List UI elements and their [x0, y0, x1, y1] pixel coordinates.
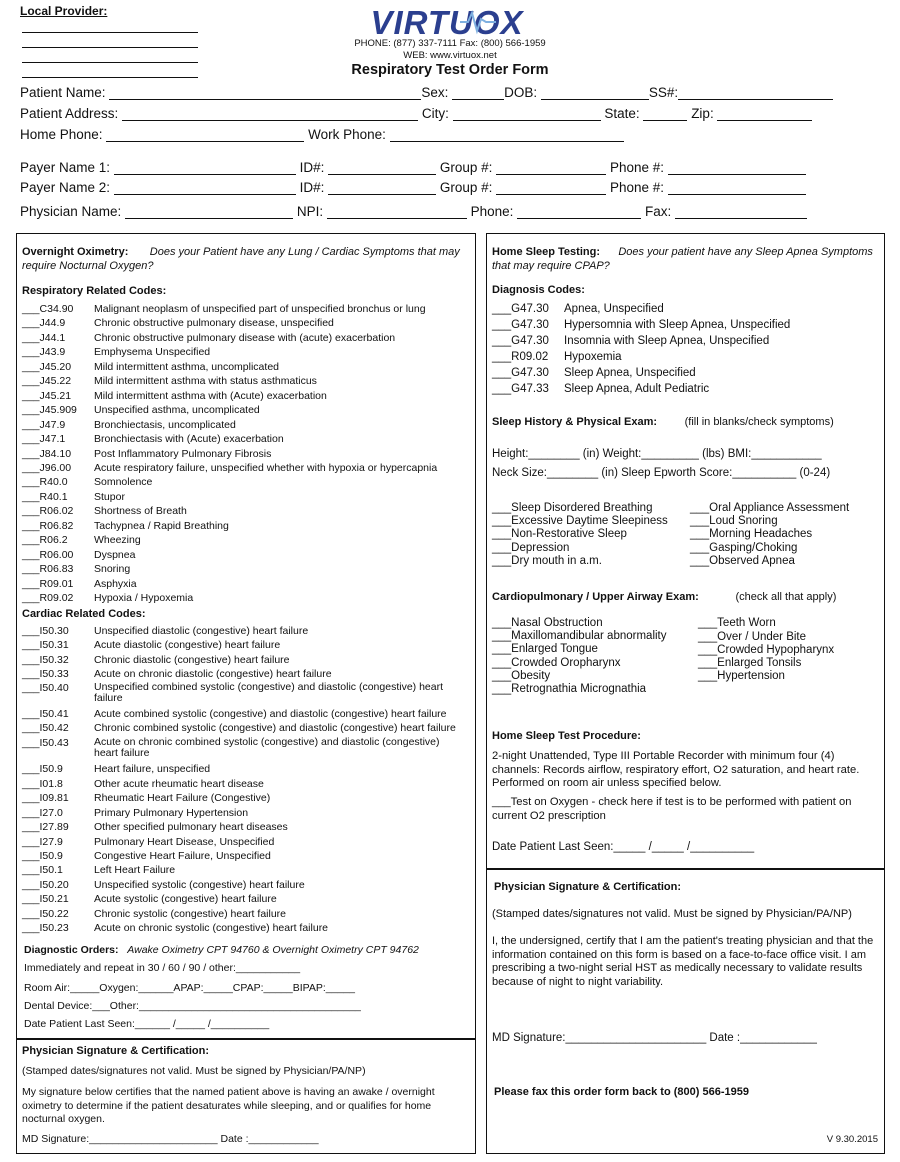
home-phone-field[interactable]: [106, 127, 304, 142]
dob-field[interactable]: [541, 85, 649, 100]
patient-address-row: [20, 106, 812, 121]
local-provider-line-2[interactable]: [22, 47, 198, 48]
code-checkbox[interactable]: ___G47.30: [492, 319, 549, 331]
patient-name-row: [20, 85, 833, 100]
code-checkbox[interactable]: ___R09.02: [492, 351, 549, 363]
exam-option[interactable]: ___Teeth Worn: [698, 617, 776, 629]
code-checkbox[interactable]: ___G47.30: [492, 303, 549, 315]
state-field[interactable]: [643, 106, 687, 121]
code-description: Other specified pulmonary heart diseases: [94, 821, 288, 833]
resp-code-item[interactable]: [22, 520, 229, 532]
symptom-option[interactable]: ___Gasping/Choking: [690, 542, 798, 554]
hst-header: [492, 246, 877, 273]
card-code-item[interactable]: [22, 778, 264, 790]
code-description: Acute systolic (congestive) heart failure: [94, 893, 277, 905]
ss-field[interactable]: [678, 85, 833, 100]
payer2-group-field[interactable]: [496, 180, 606, 195]
exam-option[interactable]: ___Enlarged Tonsils: [698, 657, 802, 669]
code-description: Mild intermittent asthma, uncomplicated: [94, 360, 279, 373]
hst-question: Does your patient have any Sleep Apnea Symptoms that may require CPAP?: [492, 246, 873, 272]
code-description: Dyspnea: [94, 548, 136, 561]
exam-option[interactable]: ___Nasal Obstruction: [492, 617, 603, 629]
code-checkbox[interactable]: ___J47.9: [22, 418, 66, 431]
code-description: Bronchiectasis with (Acute) exacerbation: [94, 433, 284, 446]
exam-option[interactable]: ___Retrognathia Micrognathia: [492, 683, 647, 695]
code-description: Other acute rheumatic heart disease: [94, 778, 264, 790]
ss-label: SS#:: [648, 85, 679, 100]
resp-code-item[interactable]: [22, 505, 187, 517]
code-description: Chronic systolic (congestive) heart failure: [94, 908, 286, 920]
code-checkbox[interactable]: ___R06.00: [22, 548, 74, 561]
resp-code-item[interactable]: [22, 317, 334, 329]
symptom-option[interactable]: ___Non-Restorative Sleep: [492, 528, 627, 540]
code-description: Chronic obstructive pulmonary disease with (acute) exacerbation: [94, 331, 396, 344]
patient-name-field[interactable]: [109, 85, 421, 100]
payer1-id-label: ID#:: [299, 160, 325, 175]
exam-option[interactable]: ___Hypertension: [698, 670, 785, 682]
resp-code-item[interactable]: [22, 448, 271, 460]
code-checkbox[interactable]: ___I27.0: [22, 807, 63, 819]
payer2-group-label: Group #:: [439, 180, 493, 195]
npi-label: NPI:: [296, 204, 324, 219]
payer2-phone-label: Phone #:: [609, 180, 664, 195]
resp-code-item[interactable]: [22, 491, 125, 503]
card-code-item[interactable]: [22, 893, 277, 905]
city-field[interactable]: [453, 106, 601, 121]
card-code-item[interactable]: [22, 763, 210, 775]
left-sig-cert-text: My signature below certifies that the named patient above is having an awake / overnight oximetry to determine if the patient desaturates while sleeping, and or qualifies for home nocturnal oxygen.: [22, 1086, 435, 1125]
phones-row: [20, 127, 624, 142]
sex-field[interactable]: [452, 85, 504, 100]
right-sig-cert-text: I, the undersigned, certify that I am the patient's treating physician and that the information contained on this form is based on a face-to-face office visit. I am prescribing a two-night serial HST as medically necessary to validate results because of night to night variability.: [492, 935, 874, 988]
code-checkbox[interactable]: ___I50.32: [22, 654, 69, 666]
symptom-option[interactable]: ___Depression: [492, 542, 570, 554]
code-checkbox[interactable]: ___I50.1: [22, 864, 63, 876]
hst-diag-code-item[interactable]: [492, 335, 769, 347]
code-description: Unspecified diastolic (congestive) heart failure: [94, 625, 309, 637]
code-description: Primary Pulmonary Hypertension: [94, 807, 249, 819]
card-code-item[interactable]: [22, 639, 280, 651]
left-sig-title: Physician Signature & Certification:: [22, 1045, 210, 1057]
sex-label: Sex:: [421, 85, 449, 100]
code-checkbox[interactable]: ___I50.23: [22, 922, 69, 934]
room-air-field[interactable]: Room Air:_____Oxygen:______APAP:_____CPAP:_____BIPAP:_____: [24, 982, 355, 994]
code-description: Unspecified systolic (congestive) heart failure: [94, 879, 305, 891]
card-code-item[interactable]: [22, 836, 274, 848]
procedure-heading: Home Sleep Test Procedure:: [492, 730, 641, 742]
code-checkbox[interactable]: ___J84.10: [22, 447, 72, 460]
code-checkbox[interactable]: ___I50.40: [22, 682, 69, 694]
payer2-field[interactable]: [114, 180, 296, 195]
right-md-signature-field[interactable]: MD Signature:______________________ Date :____________: [492, 1032, 817, 1044]
card-code-item[interactable]: [22, 625, 308, 637]
resp-code-item[interactable]: [22, 303, 426, 315]
resp-codes-heading: Respiratory Related Codes:: [22, 285, 167, 297]
code-description: Malignant neoplasm of unspecified part of unspecified bronchus or lung: [94, 303, 426, 315]
zip-field[interactable]: [717, 106, 812, 121]
dental-device-field[interactable]: Dental Device:___Other:______________________________________: [24, 1000, 361, 1012]
patient-name-label: Patient Name:: [20, 85, 106, 100]
procedure-text: 2-night Unattended, Type III Portable Recorder with minimum four (4) channels: Records airflow, respiratory effort, O2 saturation, and heart rate. Performed on room air unless specified below.: [492, 750, 860, 789]
code-checkbox[interactable]: ___I50.20: [22, 879, 69, 891]
code-checkbox[interactable]: ___G47.30: [492, 335, 549, 347]
left-sig-stamp-note: (Stamped dates/signatures not valid. Must be signed by Physician/PA/NP): [22, 1065, 366, 1077]
hst-last-seen-field[interactable]: Date Patient Last Seen:_____ /_____ /__________: [492, 841, 755, 853]
code-description: Acute on chronic systolic (congestive) heart failure: [94, 922, 329, 934]
exam-option[interactable]: ___Enlarged Tongue: [492, 643, 598, 655]
test-on-oxygen-option[interactable]: ___Test on Oxygen - check here if test is to be performed with patient on current O2 prescription: [492, 796, 852, 822]
resp-code-item[interactable]: [22, 375, 317, 387]
payer1-phone-field[interactable]: [668, 160, 806, 175]
code-checkbox[interactable]: ___I27.9: [22, 836, 63, 848]
resp-code-item[interactable]: [22, 404, 260, 416]
physician-phone-field[interactable]: [517, 204, 641, 219]
resp-code-item[interactable]: [22, 346, 210, 358]
local-provider-line-4[interactable]: [22, 77, 198, 78]
card-codes-heading: Cardiac Related Codes:: [22, 608, 146, 620]
code-description: Sleep Apnea, Unspecified: [564, 367, 696, 379]
oximetry-title: Overnight Oximetry:: [22, 246, 129, 258]
code-checkbox[interactable]: ___J47.1: [22, 433, 66, 446]
oximetry-last-seen-field[interactable]: Date Patient Last Seen:______ /_____ /__________: [24, 1018, 270, 1030]
npi-field[interactable]: [327, 204, 467, 219]
resp-code-item[interactable]: [22, 563, 130, 575]
payer2-label: Payer Name 2:: [20, 180, 111, 195]
right-sig-stamp-note: (Stamped dates/signatures not valid. Must be signed by Physician/PA/NP): [492, 908, 852, 920]
code-checkbox[interactable]: ___R40.0: [22, 476, 68, 489]
card-code-item[interactable]: [22, 908, 286, 920]
oximetry-question: Does your Patient have any Lung / Cardiac Symptoms that may require Nocturnal Oxygen?: [22, 246, 460, 272]
physician-name-field[interactable]: [125, 204, 293, 219]
local-provider-line-3[interactable]: [22, 62, 198, 63]
payer2-id-field[interactable]: [328, 180, 436, 195]
patient-address-field[interactable]: [122, 106, 418, 121]
symptom-option[interactable]: ___Sleep Disordered Breathing: [492, 502, 653, 514]
form-title: Respiratory Test Order Form: [351, 62, 549, 78]
payer1-group-field[interactable]: [496, 160, 606, 175]
physician-phone-label: Phone:: [470, 204, 514, 219]
logo-text: VIRTUOX: [370, 5, 524, 39]
code-checkbox[interactable]: ___R09.01: [22, 577, 74, 590]
code-checkbox[interactable]: ___J44.9: [22, 317, 66, 330]
code-checkbox[interactable]: ___I50.31: [22, 639, 69, 651]
code-checkbox[interactable]: ___I50.30: [22, 625, 69, 637]
code-checkbox[interactable]: ___G47.30: [492, 367, 549, 379]
resp-code-item[interactable]: [22, 419, 236, 431]
code-description: Acute respiratory failure, unspecified whether with hypoxia or hypercapnia: [94, 461, 438, 474]
payer1-group-label: Group #:: [439, 160, 493, 175]
code-checkbox[interactable]: ___C34.90: [22, 303, 74, 315]
code-description: Asphyxia: [94, 577, 137, 590]
brand-phone: PHONE: (877) 337-7111 Fax: (800) 566-1959: [354, 38, 546, 49]
payer2-row: [20, 180, 806, 195]
code-checkbox[interactable]: ___J44.1: [22, 331, 66, 344]
resp-code-item[interactable]: [22, 578, 137, 590]
dob-label: DOB:: [504, 85, 538, 100]
physician-name-label: Physician Name:: [20, 204, 122, 219]
hst-diag-code-item[interactable]: [492, 303, 664, 315]
code-checkbox[interactable]: ___R40.1: [22, 490, 68, 503]
symptom-option[interactable]: ___Oral Appliance Assessment: [690, 502, 850, 514]
code-checkbox[interactable]: ___R06.02: [22, 505, 74, 518]
local-provider-label: Local Provider:: [20, 4, 108, 18]
symptom-option[interactable]: ___Loud Snoring: [690, 515, 778, 527]
code-description: Acute on chronic combined systolic (congestive) and diastolic (congestive) heart failure: [94, 736, 440, 759]
card-code-item[interactable]: [22, 737, 464, 759]
version-label: V 9.30.2015: [826, 1134, 878, 1145]
card-code-item[interactable]: [22, 668, 332, 680]
resp-code-item[interactable]: [22, 433, 284, 445]
code-description: Chronic obstructive pulmonary disease, unspecified: [94, 317, 334, 330]
resp-code-item[interactable]: [22, 534, 141, 546]
code-description: Emphysema Unspecified: [94, 346, 211, 359]
code-checkbox[interactable]: ___J45.20: [22, 360, 72, 373]
card-code-item[interactable]: [22, 864, 175, 876]
work-phone-field[interactable]: [390, 127, 624, 142]
payer2-phone-field[interactable]: [668, 180, 806, 195]
code-description: Left Heart Failure: [94, 864, 176, 876]
zip-label: Zip:: [691, 106, 714, 121]
city-label: City:: [421, 106, 449, 121]
hst-diag-code-item[interactable]: [492, 351, 622, 363]
code-description: Mild intermittent asthma with (Acute) exacerbation: [94, 389, 327, 402]
code-description: Snoring: [94, 563, 131, 576]
virtuox-logo: [340, 5, 555, 39]
hst-diag-code-item[interactable]: [492, 383, 709, 395]
code-description: Sleep Apnea, Adult Pediatric: [564, 383, 710, 395]
resp-code-item[interactable]: [22, 462, 437, 474]
code-checkbox[interactable]: ___I01.8: [22, 778, 63, 790]
code-description: Congestive Heart Failure, Unspecified: [94, 850, 271, 862]
work-phone-label: Work Phone:: [308, 127, 386, 142]
code-description: Insomnia with Sleep Apnea, Unspecified: [564, 335, 770, 347]
payer1-phone-label: Phone #:: [609, 160, 664, 175]
history-heading-row: [492, 416, 834, 428]
physician-fax-label: Fax:: [644, 204, 672, 219]
code-description: Apnea, Unspecified: [564, 303, 664, 315]
resp-code-item[interactable]: [22, 361, 279, 373]
neck-epworth-field[interactable]: Neck Size:________ (in) Sleep Epworth Score:__________ (0-24): [492, 467, 831, 479]
code-checkbox[interactable]: ___J45.22: [22, 375, 72, 388]
code-description: Heart failure, unspecified: [94, 763, 211, 775]
code-checkbox[interactable]: ___I50.9: [22, 763, 63, 775]
patient-address-label: Patient Address:: [20, 106, 119, 121]
code-checkbox[interactable]: ___R06.2: [22, 534, 68, 547]
code-description: Chronic diastolic (congestive) heart failure: [94, 654, 290, 666]
cardio-note: (check all that apply): [735, 591, 837, 603]
exam-option[interactable]: ___Maxillomandibular abnormality: [492, 630, 667, 642]
exam-option[interactable]: ___Crowded Oropharynx: [492, 657, 621, 669]
history-heading: Sleep History & Physical Exam:: [492, 416, 658, 428]
hst-title: Home Sleep Testing:: [492, 246, 600, 258]
symptom-option[interactable]: ___Dry mouth in a.m.: [492, 555, 602, 567]
code-checkbox[interactable]: ___R06.83: [22, 563, 74, 576]
code-checkbox[interactable]: ___I50.21: [22, 893, 69, 905]
payer1-id-field[interactable]: [328, 160, 436, 175]
resp-code-item[interactable]: [22, 390, 327, 402]
height-weight-field[interactable]: Height:________ (in) Weight:_________ (lbs) BMI:___________: [492, 448, 822, 460]
code-description: Hypersomnia with Sleep Apnea, Unspecified: [564, 319, 791, 331]
oximetry-header: [22, 246, 462, 273]
symptom-option[interactable]: ___Excessive Daytime Sleepiness: [492, 515, 668, 527]
code-description: Hypoxia / Hypoxemia: [94, 592, 194, 604]
code-checkbox[interactable]: ___I50.22: [22, 908, 69, 920]
home-phone-label: Home Phone:: [20, 127, 103, 142]
code-checkbox[interactable]: ___R06.82: [22, 519, 74, 532]
code-checkbox[interactable]: ___J45.21: [22, 389, 72, 402]
code-checkbox[interactable]: ___I09.81: [22, 792, 69, 804]
card-code-item[interactable]: [22, 821, 288, 833]
code-checkbox[interactable]: ___I50.9: [22, 850, 63, 862]
code-description: Tachypnea / Rapid Breathing: [94, 519, 229, 532]
repeat-field[interactable]: Immediately and repeat in 30 / 60 / 90 / other:___________: [24, 962, 301, 974]
code-description: Post Inflammatory Pulmonary Fibrosis: [94, 447, 272, 460]
code-description: Pulmonary Heart Disease, Unspecified: [94, 836, 275, 848]
resp-code-item[interactable]: [22, 592, 193, 604]
right-sig-title: Physician Signature & Certification:: [494, 881, 682, 893]
code-description: Shortness of Breath: [94, 505, 187, 518]
card-code-item[interactable]: [22, 654, 290, 666]
code-description: Bronchiectasis, uncomplicated: [94, 418, 236, 431]
diag-orders-row: [24, 944, 419, 956]
code-checkbox[interactable]: ___I50.41: [22, 708, 69, 720]
code-description: Stupor: [94, 490, 125, 503]
code-checkbox[interactable]: ___I50.33: [22, 668, 69, 680]
code-description: Chronic combined systolic (congestive) and diastolic (congestive) heart failure: [94, 722, 456, 734]
hst-diag-code-item[interactable]: [492, 319, 790, 331]
code-checkbox[interactable]: ___G47.33: [492, 383, 549, 395]
history-note: (fill in blanks/check symptoms): [684, 416, 834, 428]
resp-code-item[interactable]: [22, 332, 395, 344]
state-label: State:: [604, 106, 640, 121]
code-checkbox[interactable]: ___I27.89: [22, 821, 69, 833]
payer1-field[interactable]: [114, 160, 296, 175]
card-code-item[interactable]: [22, 850, 271, 862]
exam-option[interactable]: ___Obesity: [492, 670, 551, 682]
diag-orders-text: Awake Oximetry CPT 94760 & Overnight Oximetry CPT 94762: [127, 944, 419, 956]
code-checkbox[interactable]: ___R09.02: [22, 592, 74, 604]
cardio-heading: Cardiopulmonary / Upper Airway Exam:: [492, 591, 699, 603]
code-description: Wheezing: [94, 534, 141, 547]
brand-web: WEB: www.virtuox.net: [403, 50, 497, 61]
code-description: Acute combined systolic (congestive) and diastolic (congestive) heart failure: [94, 708, 447, 720]
hst-diag-code-item[interactable]: [492, 367, 696, 379]
symptom-option[interactable]: ___Observed Apnea: [690, 555, 795, 567]
resp-code-item[interactable]: [22, 549, 135, 561]
fax-note: Please fax this order form back to (800) 566-1959: [494, 1086, 749, 1098]
physician-row: [20, 204, 807, 219]
payer1-label: Payer Name 1:: [20, 160, 111, 175]
resp-code-item[interactable]: [22, 476, 152, 488]
local-provider-line-1[interactable]: [22, 32, 198, 33]
code-description: Acute diastolic (congestive) heart failure: [94, 639, 281, 651]
cardio-heading-row: [492, 591, 836, 603]
code-checkbox[interactable]: ___J45.909: [22, 404, 77, 417]
code-checkbox[interactable]: ___J43.9: [22, 346, 66, 359]
diag-orders-label: Diagnostic Orders:: [24, 944, 119, 956]
code-description: Unspecified asthma, uncomplicated: [94, 404, 260, 417]
code-checkbox[interactable]: ___I50.42: [22, 722, 69, 734]
left-md-signature-field[interactable]: MD Signature:______________________ Date :____________: [22, 1133, 319, 1145]
card-code-item[interactable]: [22, 879, 305, 891]
card-code-item[interactable]: [22, 722, 456, 734]
code-description: Mild intermittent asthma with status asthmaticus: [94, 375, 317, 388]
exam-option[interactable]: ___Crowded Hypopharynx: [698, 644, 835, 656]
code-description: Rheumatic Heart Failure (Congestive): [94, 792, 271, 804]
card-code-item[interactable]: [22, 807, 248, 819]
card-code-item[interactable]: [22, 792, 270, 804]
code-description: Unspecified combined systolic (congestive) and diastolic (congestive) heart failure: [94, 681, 444, 704]
card-code-item[interactable]: [22, 922, 328, 934]
code-checkbox[interactable]: ___J96.00: [22, 461, 72, 474]
physician-fax-field[interactable]: [675, 204, 807, 219]
code-description: Hypoxemia: [564, 351, 622, 363]
code-description: Somnolence: [94, 476, 153, 489]
exam-option[interactable]: ___Over / Under Bite: [698, 631, 807, 643]
code-checkbox[interactable]: ___I50.43: [22, 737, 69, 749]
symptom-option[interactable]: ___Morning Headaches: [690, 528, 813, 540]
payer2-id-label: ID#:: [299, 180, 325, 195]
card-code-item[interactable]: [22, 682, 464, 704]
card-code-item[interactable]: [22, 708, 447, 720]
payer1-row: [20, 160, 806, 175]
diag-codes-heading: Diagnosis Codes:: [492, 284, 585, 296]
code-description: Acute on chronic diastolic (congestive) heart failure: [94, 668, 332, 680]
